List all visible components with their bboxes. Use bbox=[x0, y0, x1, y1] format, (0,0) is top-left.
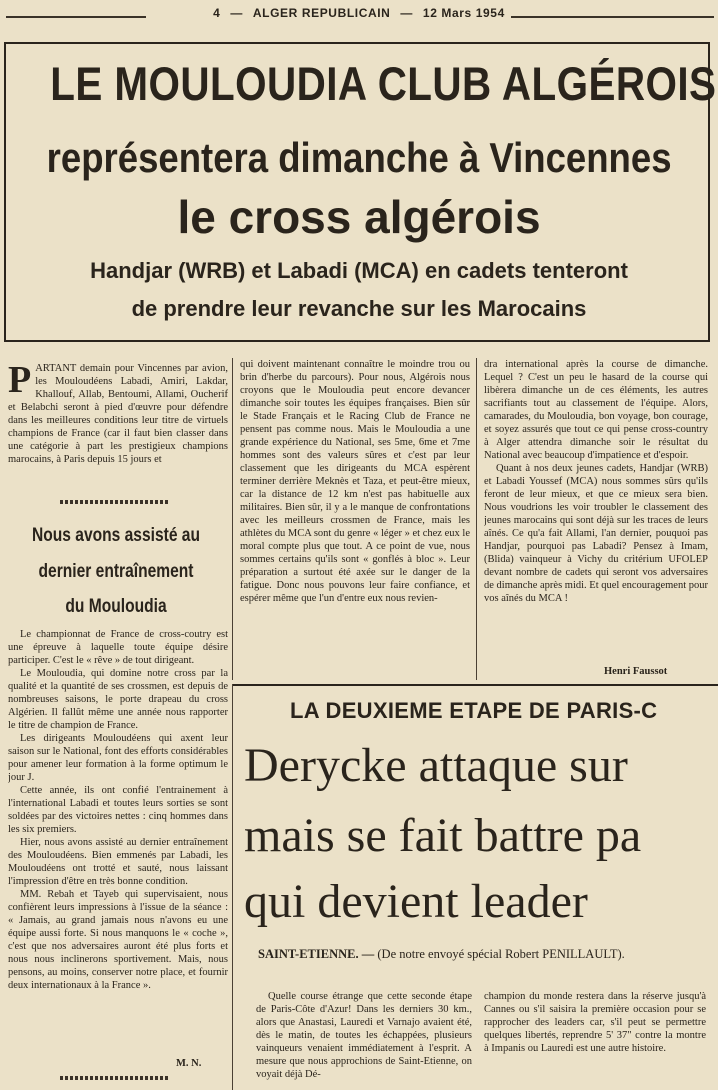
paragraph: Le championnat de France de cross-coutry est une épreuve à laquelle toute équipe désire participer. C'est le « rêve » de tout dirigeant. bbox=[8, 629, 228, 666]
signature-col1: M. N. bbox=[176, 1058, 202, 1069]
paragraph: Le Mouloudia, qui domine notre cross par la qualité et la quantité de ses crossmen, est depuis de nombreuses saisons, le porte drapeau du cross Algérien. Il fallût même une année nous rapporter le titre de champion de France. bbox=[8, 668, 228, 731]
ornament-divider bbox=[60, 1076, 170, 1080]
column-2 bbox=[240, 358, 470, 680]
paragraph: qui doivent maintenant connaître le moindre trou ou brin d'herbe du parcours). Pour nous, Algérois nous croyons que le Mouloudia peut encore devancer dimanche soir toutes les équipes françaises. Bien sûr le Stade Français et le Racing Club de France ne pensent pas comme nous. Mais le Mouloudia a une grande expérience du National, ses 5me, 6me et 7me hommes sont des valeurs sûres et c'est par leur classement que les dirigeants du MCA espèrent terminer derrière Meknès et Taza, et peut-être mieux, car la distance de 12 km n'est pas habituelle aux militaires. Bien sûr, il y a le manque de confrontations avec les meilleurs crossmen de France, mais les athlètes du MCA sont du genre « léger » et chez eux le moral compte plus que tout. A ce point de vue, nous sommes certains qu'ils sont « gonflés à bloc ». Leur préparation a surtout été axée sur le danger de la fatigue. Donc nous pouvons leur faire confiance, et espérer même que l'un d'entre eux nous revien- bbox=[240, 359, 470, 604]
subhead-line1: Nous avons assisté au bbox=[32, 525, 200, 546]
headline-line2: représentera dimanche à Vincennes bbox=[46, 134, 672, 181]
column-3 bbox=[484, 358, 708, 666]
dateline-place: SAINT-ETIENNE. — bbox=[258, 947, 375, 961]
newspaper-name: ALGER REPUBLICAIN bbox=[247, 6, 397, 20]
article2-headline-3: qui devient leader bbox=[244, 875, 588, 928]
article2-kicker: LA DEUXIEME ETAPE DE PARIS-C bbox=[290, 698, 658, 723]
paragraph: Quant à nos deux jeunes cadets, Handjar (WRB) et Labadi Youssef (MCA) nous sommes sûrs qu'ils feront de leur mieux, et que ce mieux sera bien. Nous voudrions les voir troubler le classement des jeunes marocains qui sont déjà sur les traces de leurs aînés. Ce qu'a fait Allami, l'an dernier, pouquoi pas Handjar, pourquoi pas Labadi? Pensez à Imam, (Blida) vainqueur à Vichy du critérium UFOLEP devant nombre de cadets qui seront vos adversaires de dimanche après midi. Et quel encouragement pour vos aînés du MCA ! bbox=[484, 463, 708, 604]
headline-line3: le cross algérois bbox=[177, 191, 541, 243]
column-1-body bbox=[8, 628, 228, 1056]
issue-date: 12 Mars 1954 bbox=[417, 6, 511, 20]
paragraph: Les dirigeants Mouloudéens qui axent leur saison sur le National, font des efforts considérables pour amener leur formation à la forme optimum le jour J. bbox=[8, 733, 228, 783]
paragraph: Hier, nous avons assisté au dernier entraînement des Mouloudéens. Bien emmenés par Labadi, les Mouloudéens ont trotté et sauté, nous laissant l'impression d'être en très bonne condition. bbox=[8, 837, 228, 887]
paragraph: dra international après la course de dimanche. Lequel ? C'est un peu le hasard de la course qui libèrera dimanche un de ces éléments, les autres sacrifiants tout au classement de l'équipe. Alors, camarades, du Mouloudia, bon voyage, bon courage, et soyez assurés que tout ce qui pense cross-country à Alger attendra dimanche soir le résultat du National avec beaucoup d'impatience et d'espoir. bbox=[484, 359, 708, 461]
signature-col3: Henri Faussot bbox=[604, 666, 668, 677]
column-1-intro bbox=[8, 362, 228, 500]
column-rule bbox=[232, 358, 233, 680]
column-rule bbox=[476, 358, 477, 680]
drop-cap: P bbox=[8, 362, 32, 401]
intro-text: ARTANT demain pour Vincennes par avion, les Mouloudéens Labadi, Amiri, Lakdar, Khallouf, Allab, Bentoumi, Allami, Oucherif et Belabchi seront à pied d'œuvre pour défendre dans les meilleures conditions leur titre de virtuels champions de France (car il faut bien classer dans une catégorie à part les prestigieux champions marocains, à Paris depuis 15 jours et bbox=[8, 363, 228, 465]
paragraph: champion du monde restera dans la réserve jusqu'à Cannes ou s'il saisira la première occasion pour se rapprocher des leaders car, s'il peut se permettre quelques libertés, reprendre 5' 37" contre la montre à Impanis ou Lauredi est une autre histoire. bbox=[484, 991, 706, 1054]
deck-line1: Handjar (WRB) et Labadi (MCA) en cadets tenteront bbox=[90, 258, 628, 283]
headline-main: LE MOULOUDIA CLUB ALGÉROIS bbox=[50, 57, 717, 110]
page-number: 4 bbox=[207, 6, 226, 20]
article2-headline-1: Derycke attaque sur bbox=[244, 739, 628, 792]
subhead-line3: du Mouloudia bbox=[65, 596, 167, 617]
article2-dateline bbox=[236, 946, 718, 962]
article2-column-a bbox=[256, 990, 472, 1090]
paragraph: Cette année, ils ont confié l'entrainement à l'international Labadi et toutes leurs sorties se sont soldées par des victoires nettes : cinq hommes dans les six premiers. bbox=[8, 785, 228, 835]
paragraph: MM. Rebah et Tayeb qui supervisaient, nous confièrent leurs impressions à l'issue de la séance : « Jamais, au grand jamais nous n'avons eu une équipe aussi forte. Si nous manquons le « coche », c'est que nos adversaires auront été plus forts et nous nous inclinerons sportivement. Mais, nous pensons, au moins, conserver notre place, et fournir deux internationaux à la France ». bbox=[8, 889, 228, 991]
article2-column-b bbox=[484, 990, 706, 1090]
column-rule bbox=[232, 684, 233, 1090]
subhead-line2: dernier entraînement bbox=[38, 561, 194, 582]
ornament-divider bbox=[60, 500, 170, 504]
page-folio: 4 — ALGER REPUBLICAIN — 12 Mars 1954 bbox=[0, 6, 718, 28]
article-divider bbox=[232, 684, 718, 686]
dateline-text: (De notre envoyé spécial Robert PENILLAULT). bbox=[377, 947, 625, 961]
paragraph: Quelle course étrange que cette seconde étape de Paris-Côte d'Azur! Dans les derniers 30 km., alors que Anastasi, Lauredi et Varnajo avaient été, dès le matin, de toutes les échappées, plusieurs vainqueurs venaient immédiatement à l'esprit. A mesure que nous approchions de Saint-Etienne, on voyait déjà Dé- bbox=[256, 991, 472, 1080]
article2-headline-2: mais se fait battre pa bbox=[244, 809, 642, 862]
deck-line2: de prendre leur revanche sur les Marocains bbox=[131, 296, 587, 321]
